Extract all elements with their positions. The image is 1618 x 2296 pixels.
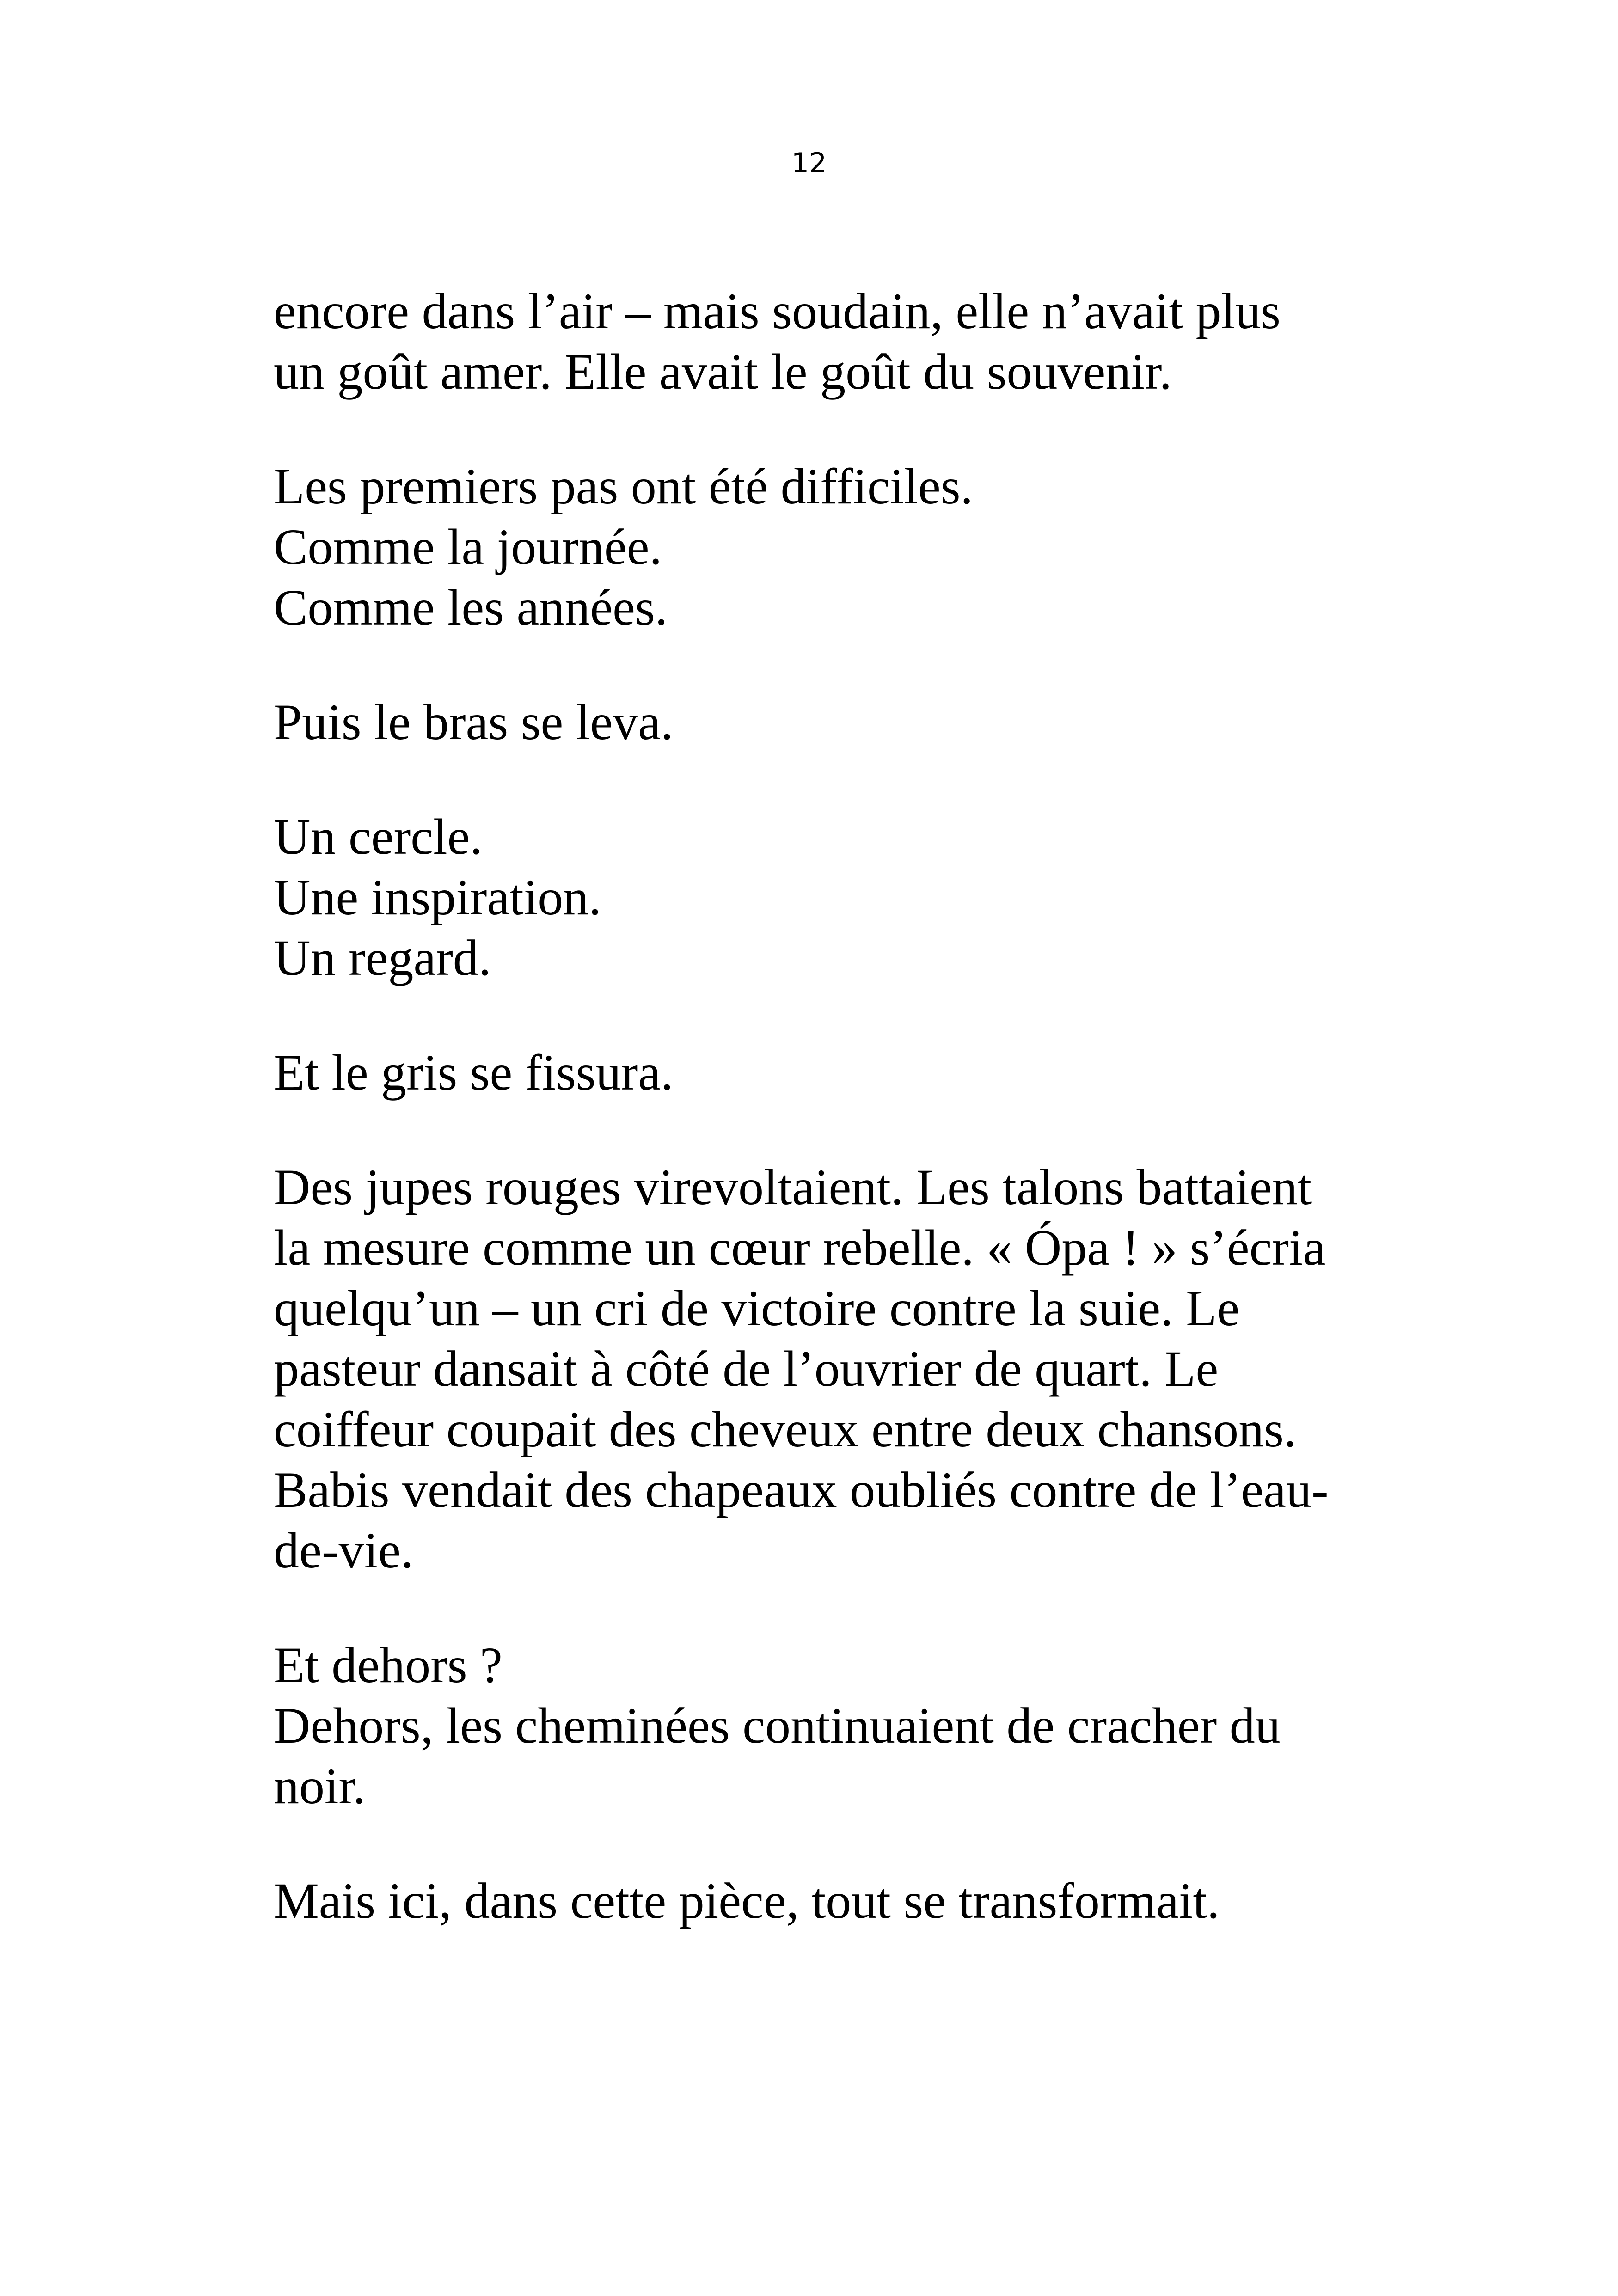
text-line: de-vie. [274,1522,414,1579]
text-line: Comme les années. [274,579,668,636]
text-line: noir. [274,1758,366,1814]
paragraph [274,1635,1383,1817]
text-line: Mais ici, dans cette pièce, tout se transformait. [274,1873,1220,1929]
paragraph [274,1871,1383,1931]
paragraph [274,1157,1383,1581]
text-line: un goût amer. Elle avait le goût du souvenir. [274,343,1172,400]
text-line: Comme la journée. [274,519,662,575]
text-line: Un regard. [274,930,491,986]
body-text [274,281,1383,1985]
text-line: Un cercle. [274,808,483,865]
page-number: 12 [791,147,827,179]
text-line: Dehors, les cheminées continuaient de cracher du [274,1697,1281,1754]
text-line: Et dehors ? [274,1637,503,1693]
text-line: Et le gris se fissura. [274,1044,674,1101]
text-line: Les premiers pas ont été difficiles. [274,458,974,514]
text-line: pasteur dansait à côté de l’ouvrier de quart. Le [274,1341,1219,1397]
paragraph [274,281,1383,402]
paragraph [274,692,1383,753]
text-line: Une inspiration. [274,869,601,925]
text-line: encore dans l’air – mais soudain, elle n’avait plus [274,283,1281,339]
text-line: Puis le bras se leva. [274,694,674,750]
text-line: coiffeur coupait des cheveux entre deux chansons. [274,1401,1297,1457]
text-line: quelqu’un – un cri de victoire contre la suie. Le [274,1280,1240,1336]
text-line: la mesure comme un cœur rebelle. « Ópa ! » s’écria [274,1219,1326,1276]
paragraph [274,1042,1383,1103]
paragraph [274,807,1383,988]
text-line: Babis vendait des chapeaux oubliés contre de l’eau- [274,1462,1329,1518]
paragraph [274,456,1383,638]
text-line: Des jupes rouges virevoltaient. Les talons battaient [274,1159,1312,1215]
